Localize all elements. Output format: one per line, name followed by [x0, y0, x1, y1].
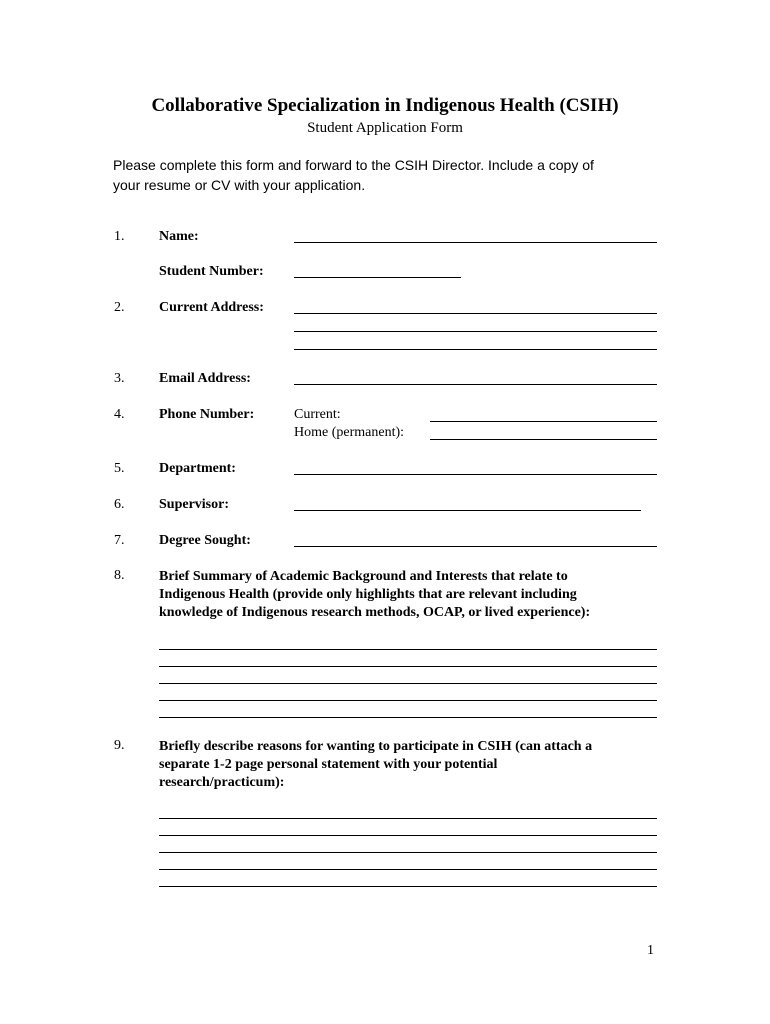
- email-field[interactable]: [294, 384, 657, 385]
- item-number-6: 6.: [114, 497, 125, 512]
- student-number-label: Student Number:: [159, 264, 264, 279]
- question-8-answer-line-3[interactable]: [159, 683, 657, 684]
- degree-label: Degree Sought:: [159, 533, 251, 548]
- degree-field[interactable]: [294, 546, 657, 547]
- question-9-text: [159, 738, 659, 792]
- intro-text: [113, 155, 673, 195]
- phone-home-field[interactable]: [430, 439, 657, 440]
- name-label: Name:: [159, 229, 199, 244]
- phone-home-label: Home (permanent):: [294, 425, 405, 440]
- supervisor-field[interactable]: [294, 510, 641, 511]
- address-label: Current Address:: [159, 300, 264, 315]
- question-9-line-1: Briefly describe reasons for wanting to participate in CSIH (can attach a: [159, 739, 593, 754]
- question-9-line-2: separate 1-2 page personal statement with your potential: [159, 757, 498, 772]
- question-8-line-1: Brief Summary of Academic Background and Interests that relate to: [159, 569, 568, 584]
- question-8-line-2: Indigenous Health (provide only highlights that are relevant including: [159, 587, 577, 602]
- page-number: 1: [647, 943, 654, 958]
- question-9-answer-line-1[interactable]: [159, 818, 657, 819]
- question-9-answer-line-4[interactable]: [159, 869, 657, 870]
- email-label: Email Address:: [159, 371, 251, 386]
- question-8-answer-line-2[interactable]: [159, 666, 657, 667]
- address-field-line-2[interactable]: [294, 331, 657, 332]
- item-number-2: 2.: [114, 300, 125, 315]
- address-field-line-1[interactable]: [294, 313, 657, 314]
- item-number-7: 7.: [114, 533, 125, 548]
- form-subtitle: Student Application Form: [307, 120, 463, 136]
- item-number-1: 1.: [114, 229, 125, 244]
- question-8-answer-line-5[interactable]: [159, 717, 657, 718]
- department-label: Department:: [159, 461, 236, 476]
- item-number-9: 9.: [114, 738, 125, 753]
- question-8-text: [159, 568, 659, 622]
- form-title: Collaborative Specialization in Indigenous Health (CSIH): [151, 95, 619, 116]
- question-9-answer-line-5[interactable]: [159, 886, 657, 887]
- item-number-3: 3.: [114, 371, 125, 386]
- item-number-5: 5.: [114, 461, 125, 476]
- item-number-4: 4.: [114, 407, 125, 422]
- question-8-answer-line-4[interactable]: [159, 700, 657, 701]
- question-8-answer-line-1[interactable]: [159, 649, 657, 650]
- intro-line-2: your resume or CV with your application.: [113, 177, 366, 193]
- phone-label: Phone Number:: [159, 407, 255, 422]
- item-number-8: 8.: [114, 568, 125, 583]
- question-8-line-3: knowledge of Indigenous research methods, OCAP, or lived experience):: [159, 605, 591, 620]
- student-number-field[interactable]: [294, 277, 461, 278]
- intro-line-1: Please complete this form and forward to the CSIH Director. Include a copy of: [113, 157, 594, 173]
- phone-current-field[interactable]: [430, 421, 657, 422]
- supervisor-label: Supervisor:: [159, 497, 229, 512]
- question-9-line-3: research/practicum):: [159, 775, 285, 790]
- department-field[interactable]: [294, 474, 657, 475]
- address-field-line-3[interactable]: [294, 349, 657, 350]
- question-9-answer-line-3[interactable]: [159, 852, 657, 853]
- phone-current-label: Current:: [294, 407, 341, 422]
- name-field[interactable]: [294, 242, 657, 243]
- question-9-answer-line-2[interactable]: [159, 835, 657, 836]
